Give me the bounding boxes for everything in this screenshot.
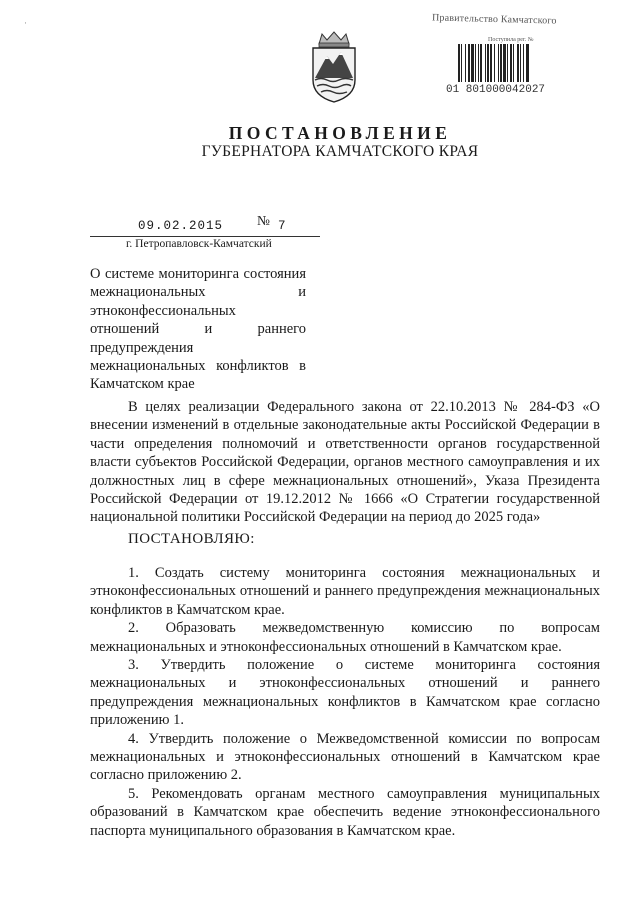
document-title: ПОСТАНОВЛЕНИЕ [228, 123, 452, 143]
decree-item-5: 5. Рекомендовать органам местного самоуправления муниципальных образований в Камчатском крае обеспечить ведение этноконфессионального паспорта муниципального образования в Камчатском крае. [90, 785, 600, 839]
decree-item-3: 3. Утвердить положение о системе мониторинга состояния межнациональных и этноконфессиональных отношений и раннего предупреждения межнациональных конфликтов в Камчатском крае согласно приложению 1. [90, 657, 600, 729]
decree-items [90, 564, 600, 840]
preamble-paragraph: В целях реализации Федерального закона от 22.10.2013 № 284-ФЗ «О внесении изменений в отдельные законодательные акты Российской Федерации в части определения полномочий и ответственности органов государственной власти субъектов Российской Федерации, органов местного самоуправления и их должностных лиц в сфере межнациональных отношений», Указа Президента Российской Федерации от 19.12.2012 № 1666 «О Стратегии государственной национальной политики Российской Федерации на период до 2025 года» [90, 399, 600, 526]
document-subtitle: ГУБЕРНАТОРА КАМЧАТСКОГО КРАЯ [201, 143, 479, 160]
registration-stamp-label: Поступила рег. № [488, 37, 534, 43]
date-line-divider [90, 236, 320, 237]
decree-word: ПОСТАНОВЛЯЮ: [128, 531, 255, 547]
decree-item-4: 4. Утвердить положение о Межведомственной комиссии по вопросам межнациональных и этноконфессиональных отношений в Камчатском крае согласно приложению 2. [90, 730, 600, 784]
document-city: г. Петропавловск-Камчатский [126, 238, 272, 250]
barcode-icon [458, 44, 556, 82]
barcode-number: 01 801000042027 [446, 84, 546, 96]
document-date: 09.02.2015 [138, 219, 224, 233]
scan-mark: · [24, 18, 27, 28]
kamchatka-coat-of-arms-icon [309, 30, 359, 104]
decree-item-1: 1. Создать систему мониторинга состояния межнациональных и этноконфессиональных отношений и раннего предупреждения межнациональных конфликтов в Камчатском крае. [90, 565, 600, 618]
decree-item-2: 2. Образовать межведомственную комиссию по вопросам межнациональных и этноконфессиональных отношений в Камчатском крае. [90, 620, 600, 655]
document-number: 7 [278, 219, 286, 233]
registration-stamp: Правительство Камчатского [431, 12, 557, 27]
number-label: № [257, 213, 270, 228]
document-subject: О системе мониторинга состояния межнациональных и этноконфессиональных отношений и раннего предупреждения межнациональных конфликтов в Камчатском крае [90, 266, 306, 393]
